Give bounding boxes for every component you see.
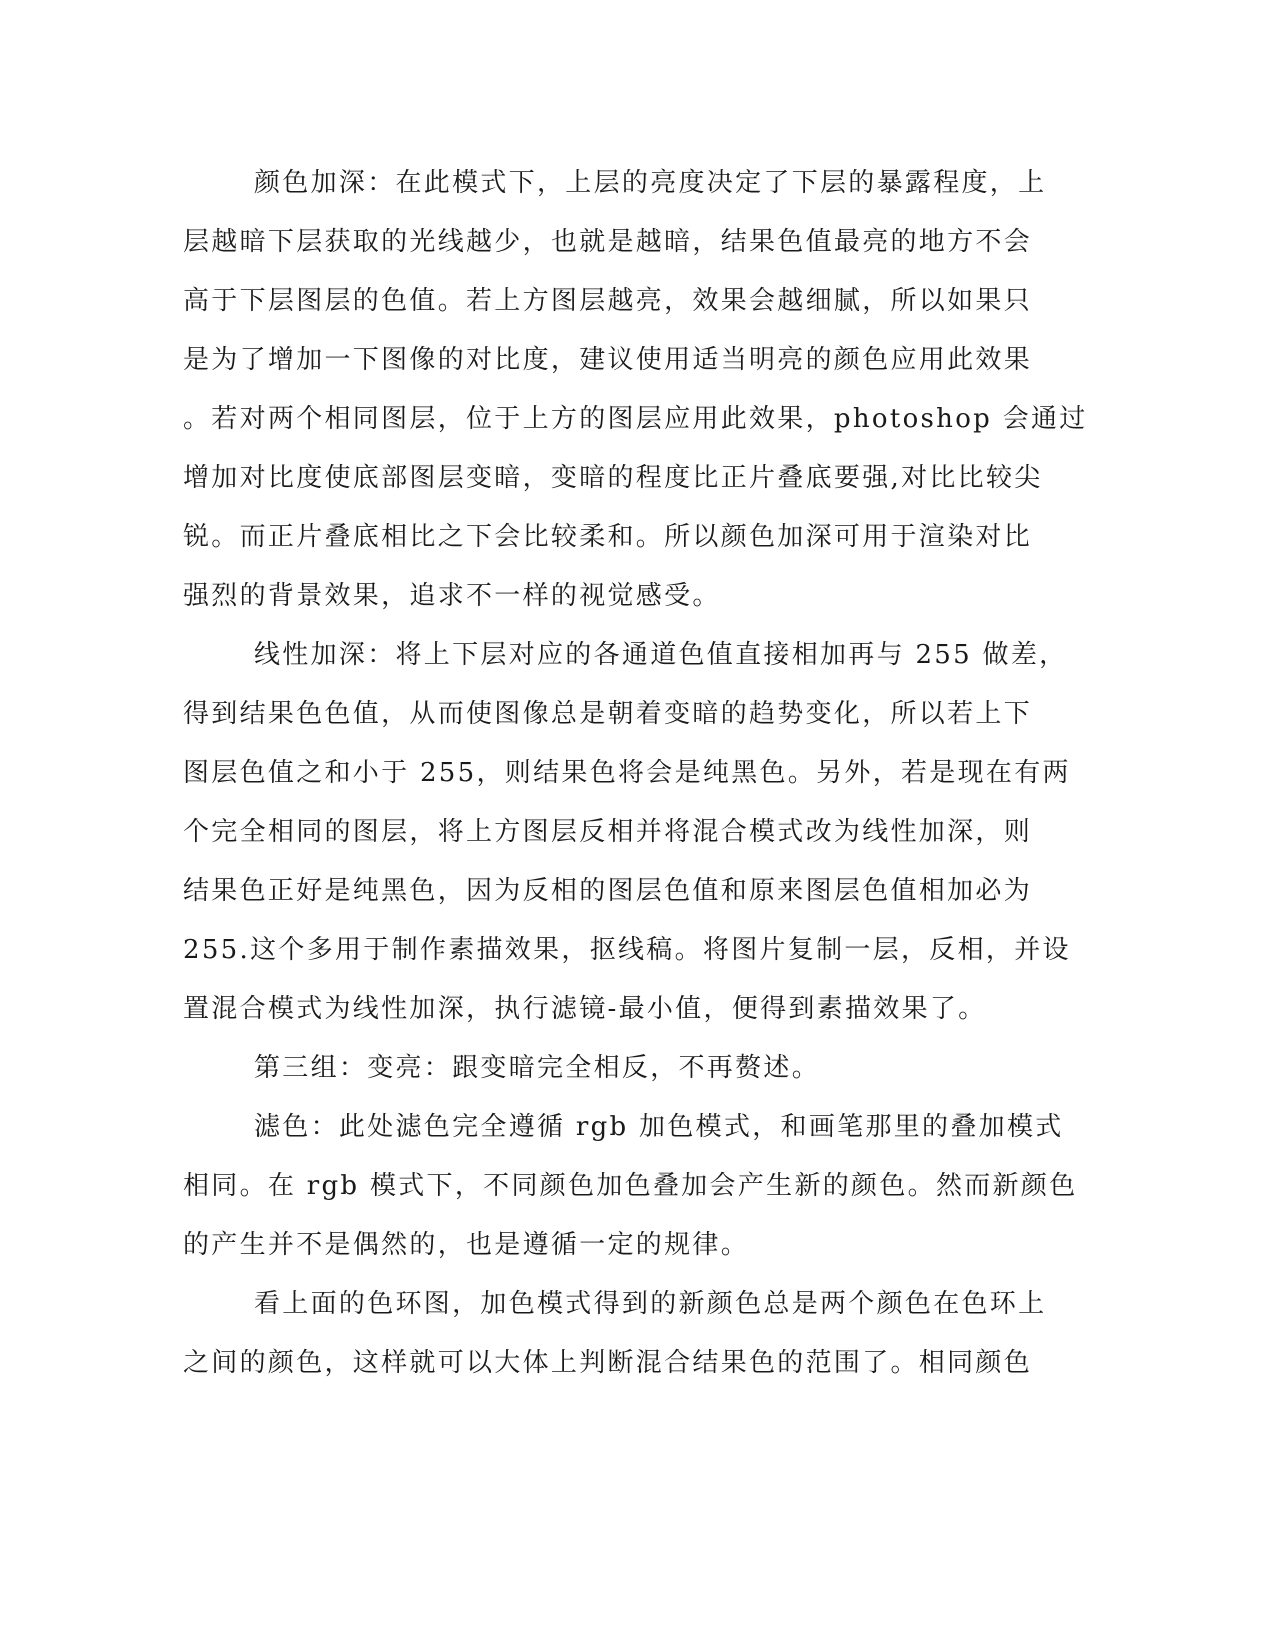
text-line: 255.这个多用于制作素描效果，抠线稿。将图片复制一层，反相，并设 bbox=[183, 935, 1071, 965]
text-line: 图层色值之和小于 255，则结果色将会是纯黑色。另外，若是现在有两 bbox=[183, 758, 1071, 788]
text-line: 颜色加深：在此模式下，上层的亮度决定了下层的暴露程度，上 bbox=[254, 168, 1047, 198]
text-line: 置混合模式为线性加深，执行滤镜-最小值，便得到素描效果了。 bbox=[183, 994, 987, 1024]
text-line: 滤色：此处滤色完全遵循 rgb 加色模式，和画笔那里的叠加模式 bbox=[254, 1112, 1064, 1142]
text-line: 相同。在 rgb 模式下，不同颜色加色叠加会产生新的颜色。然而新颜色 bbox=[183, 1171, 1078, 1201]
text-line: 个完全相同的图层，将上方图层反相并将混合模式改为线性加深，则 bbox=[183, 817, 1033, 847]
document-body bbox=[183, 154, 1088, 1393]
text-line: 之间的颜色，这样就可以大体上判断混合结果色的范围了。相同颜色 bbox=[183, 1348, 1033, 1378]
text-line: 高于下层图层的色值。若上方图层越亮，效果会越细腻，所以如果只 bbox=[183, 286, 1033, 316]
text-line: 强烈的背景效果，追求不一样的视觉感受。 bbox=[183, 581, 721, 611]
text-line: 层越暗下层获取的光线越少，也就是越暗，结果色值最亮的地方不会 bbox=[183, 227, 1033, 257]
text-line: 。若对两个相同图层，位于上方的图层应用此效果，photoshop 会通过 bbox=[183, 404, 1088, 434]
text-line: 线性加深：将上下层对应的各通道色值直接相加再与 255 做差， bbox=[254, 640, 1068, 670]
text-line: 第三组：变亮：跟变暗完全相反，不再赘述。 bbox=[254, 1053, 821, 1083]
text-line: 是为了增加一下图像的对比度，建议使用适当明亮的颜色应用此效果 bbox=[183, 345, 1033, 375]
text-line: 看上面的色环图，加色模式得到的新颜色总是两个颜色在色环上 bbox=[254, 1289, 1047, 1319]
text-line: 结果色正好是纯黑色，因为反相的图层色值和原来图层色值相加必为 bbox=[183, 876, 1033, 906]
text-line: 锐。而正片叠底相比之下会比较柔和。所以颜色加深可用于渲染对比 bbox=[183, 522, 1033, 552]
text-line: 得到结果色色值，从而使图像总是朝着变暗的趋势变化，所以若上下 bbox=[183, 699, 1033, 729]
text-line: 的产生并不是偶然的，也是遵循一定的规律。 bbox=[183, 1230, 750, 1260]
text-line: 增加对比度使底部图层变暗，变暗的程度比正片叠底要强,对比比较尖 bbox=[183, 463, 1043, 493]
